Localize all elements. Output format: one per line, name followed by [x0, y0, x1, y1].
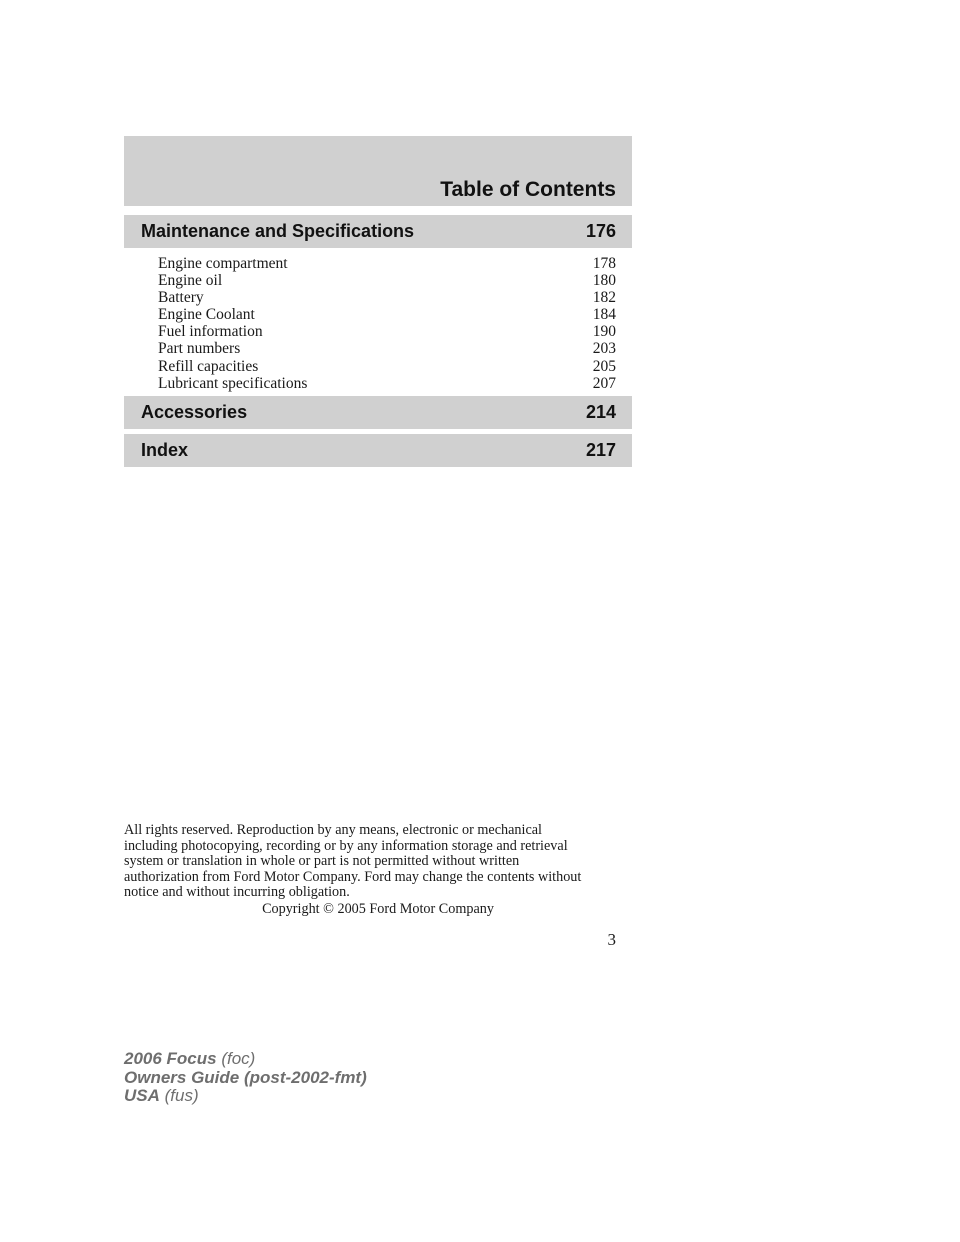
- toc-item-page: 182: [592, 289, 616, 307]
- footer-line-model: [124, 1050, 367, 1069]
- toc-section-accessories[interactable]: [124, 396, 632, 429]
- section-page-number: 214: [585, 402, 616, 422]
- section-label: Index: [141, 440, 189, 460]
- toc-item-fuel-information[interactable]: [158, 323, 616, 340]
- toc-item-engine-compartment[interactable]: [158, 255, 616, 272]
- toc-item-page: 178: [592, 255, 616, 272]
- document-footer: [124, 1050, 367, 1106]
- page-title: Table of Contents: [440, 178, 616, 201]
- footer-market-code: (fus): [164, 1086, 199, 1105]
- toc-item-page: 180: [592, 272, 616, 290]
- toc-item-page: 203: [592, 340, 616, 358]
- toc-item-label: Fuel information: [158, 323, 263, 341]
- footer-model-code: (foc): [221, 1049, 256, 1068]
- rights-notice: [124, 823, 644, 901]
- toc-item-label: Engine oil: [158, 272, 223, 290]
- rights-line: system or translation in whole or part is not permitted without written: [124, 853, 520, 869]
- toc-item-part-numbers[interactable]: [158, 340, 616, 357]
- rights-line: All rights reserved. Reproduction by any means, electronic or mechanical: [124, 822, 542, 838]
- page-number: 3: [607, 930, 616, 949]
- toc-item-engine-oil[interactable]: [158, 272, 616, 289]
- toc-item-battery[interactable]: [158, 289, 616, 306]
- rights-line: including photocopying, recording or by any information storage and retrieval: [124, 837, 568, 854]
- toc-item-label: Part numbers: [158, 340, 241, 358]
- toc-item-label: Battery: [158, 289, 204, 307]
- toc-subsection-list: [158, 255, 616, 392]
- section-label: Maintenance and Specifications: [141, 221, 415, 241]
- footer-line-market: [124, 1087, 367, 1106]
- footer-guide: Owners Guide (post-2002-fmt): [124, 1067, 367, 1087]
- section-page-number: 217: [585, 440, 616, 460]
- footer-market: USA: [124, 1086, 160, 1105]
- section-page-number: 176: [585, 221, 616, 241]
- toc-section-maintenance[interactable]: [124, 215, 632, 248]
- section-label: Accessories: [141, 402, 248, 422]
- toc-item-label: Lubricant specifications: [158, 374, 308, 392]
- toc-item-lubricant-specifications[interactable]: [158, 375, 616, 392]
- toc-item-refill-capacities[interactable]: [158, 358, 616, 375]
- toc-item-page: 207: [592, 374, 616, 392]
- toc-item-page: 205: [592, 357, 616, 375]
- footer-model: 2006 Focus: [124, 1049, 217, 1068]
- toc-item-engine-coolant[interactable]: [158, 306, 616, 323]
- toc-section-index[interactable]: [124, 434, 632, 467]
- toc-header-band: [124, 136, 632, 206]
- toc-item-page: 184: [592, 306, 616, 324]
- rights-line: notice and without incurring obligation.: [124, 884, 350, 900]
- toc-item-label: Refill capacities: [158, 357, 259, 375]
- toc-item-page: 190: [592, 323, 616, 341]
- rights-line: authorization from Ford Motor Company. Ford may change the contents without: [124, 868, 582, 885]
- copyright-notice: Copyright © 2005 Ford Motor Company: [262, 901, 494, 917]
- toc-item-label: Engine compartment: [158, 255, 288, 272]
- toc-item-label: Engine Coolant: [158, 306, 255, 324]
